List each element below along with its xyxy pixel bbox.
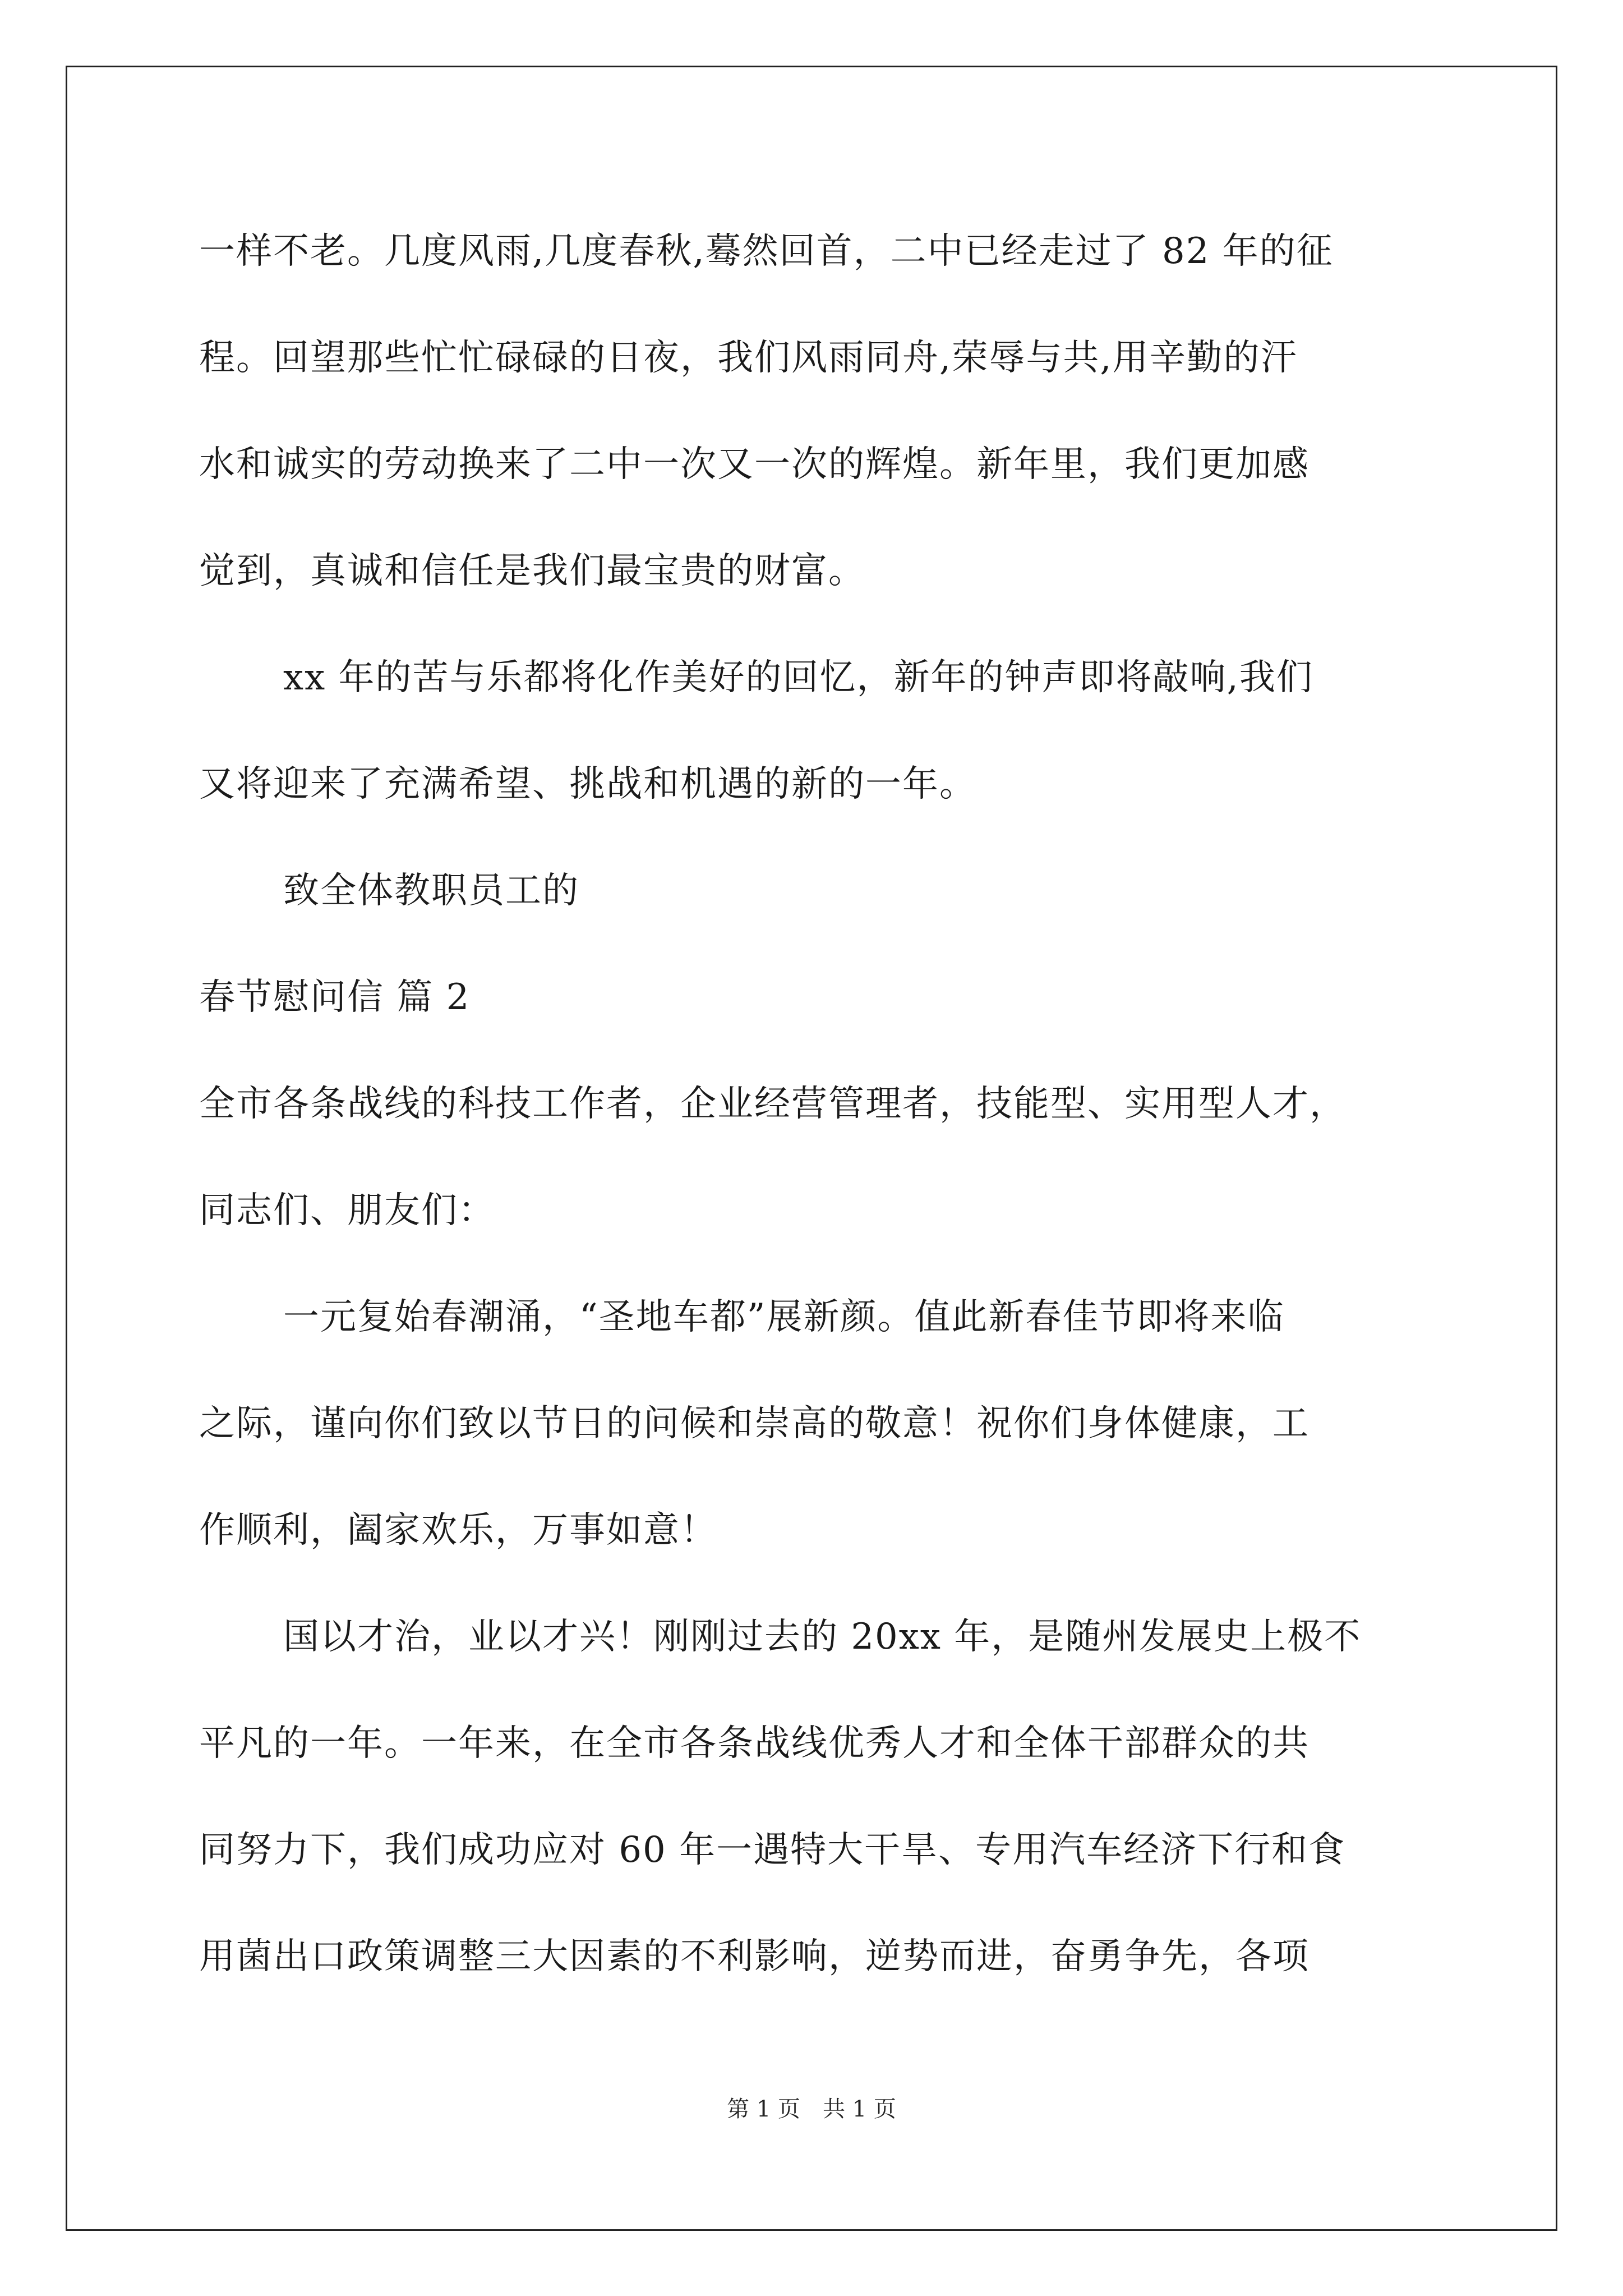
text-line: 作顺利，阖家欢乐，万事如意！	[199, 1510, 717, 1551]
text-line: 程。回望那些忙忙碌碌的日夜，我们风雨同舟,荣辱与共,用辛勤的汗	[199, 337, 1298, 379]
page-number: 第 1 页 共 1 页	[727, 2096, 896, 2122]
paragraph-start: 致全体教职员工的	[283, 870, 579, 912]
text-line: 之际，谨向你们致以节日的问候和崇高的敬意！祝你们身体健康，工	[199, 1403, 1310, 1444]
text-line: 又将迎来了充满希望、挑战和机遇的新的一年。	[199, 763, 976, 805]
text-line: 平凡的一年。一年来，在全市各条战线优秀人才和全体干部群众的共	[199, 1723, 1310, 1764]
salutation-line: 全市各条战线的科技工作者，企业经营管理者，技能型、实用型人才，	[199, 1083, 1347, 1125]
text-line: 觉到，真诚和信任是我们最宝贵的财富。	[199, 550, 865, 592]
salutation-line: 同志们、朋友们：	[199, 1190, 495, 1231]
paragraph-start: xx 年的苦与乐都将化作美好的回忆，新年的钟声即将敲响,我们	[283, 657, 1313, 698]
paragraph-start: 国以才治，业以才兴！刚刚过去的 20xx 年，是随州发展史上极不	[283, 1616, 1362, 1658]
text-line: 一样不老。几度风雨,几度春秋,蓦然回首，二中已经走过了 82 年的征	[199, 231, 1334, 272]
text-line: 同努力下，我们成功应对 60 年一遇特大干旱、专用汽车经济下行和食	[199, 1829, 1346, 1871]
text-line: 用菌出口政策调整三大因素的不利影响，逆势而进，奋勇争先，各项	[199, 1936, 1310, 1977]
text-line: 水和诚实的劳动换来了二中一次又一次的辉煌。新年里，我们更加感	[199, 444, 1310, 485]
paragraph-start: 一元复始春潮涌，“圣地车都”展新颜。值此新春佳节即将来临	[283, 1296, 1285, 1338]
section-title: 春节慰问信 篇 2	[199, 977, 471, 1018]
page-border	[66, 66, 1557, 2231]
